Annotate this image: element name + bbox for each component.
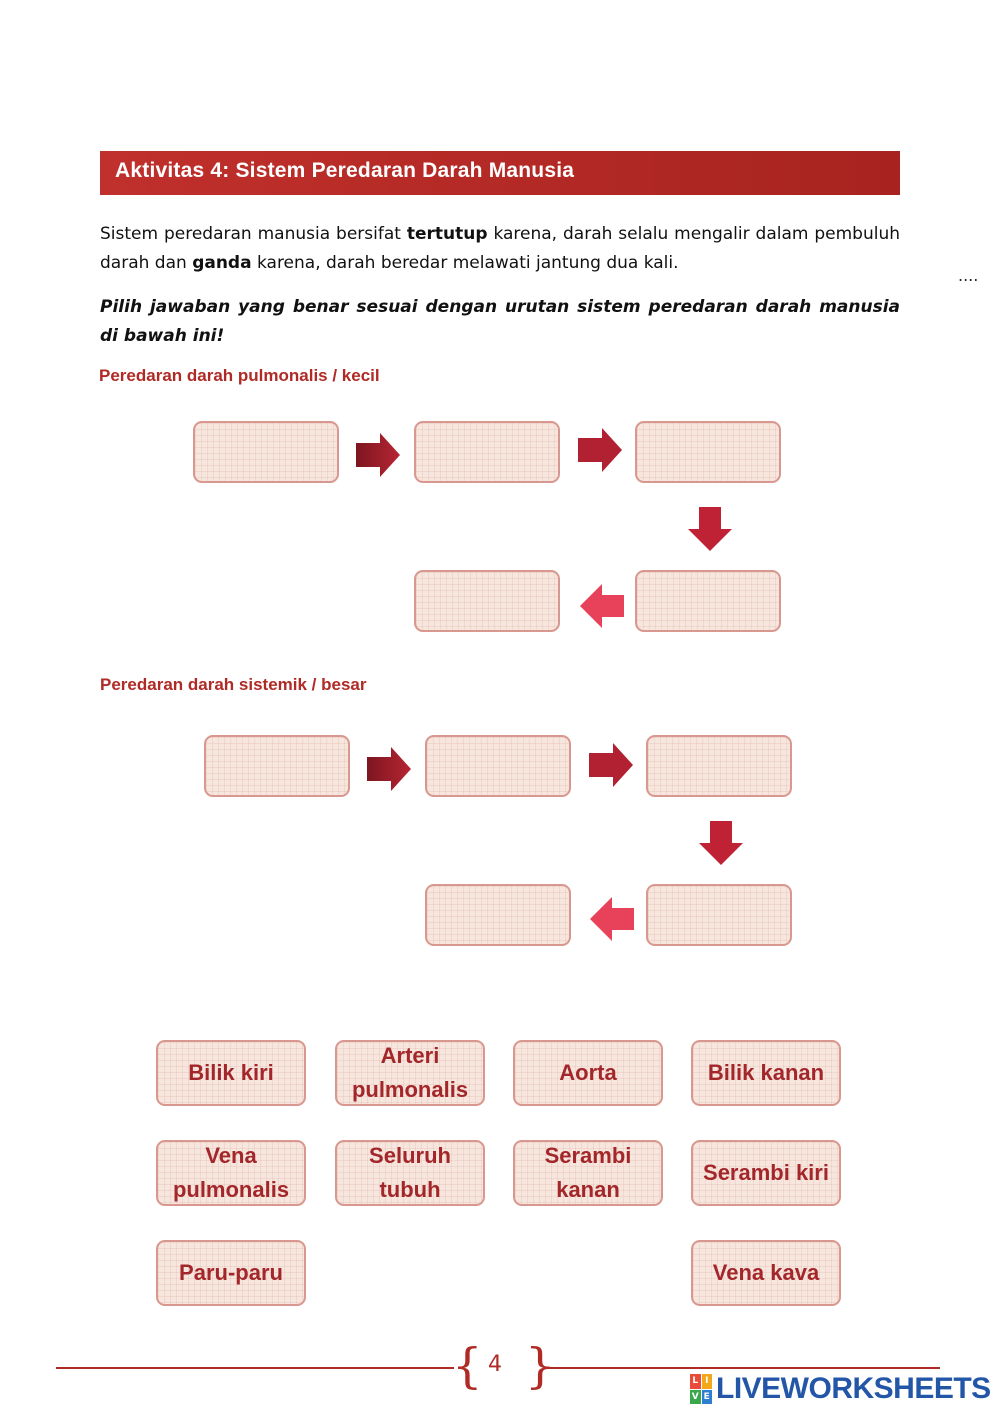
side-dots: .... <box>958 266 979 285</box>
right-arrow-icon <box>587 741 635 789</box>
choice-seluruh-tubuh[interactable]: Seluruh tubuh <box>335 1140 485 1206</box>
choice-bilik-kanan[interactable]: Bilik kanan <box>691 1040 841 1106</box>
footer-line-right <box>546 1367 940 1369</box>
systemic-slot-4[interactable] <box>646 884 792 946</box>
choice-vena-kava[interactable]: Vena kava <box>691 1240 841 1306</box>
pulmonary-slot-1[interactable] <box>193 421 339 483</box>
footer-brace-left: { <box>452 1338 483 1394</box>
right-arrow-icon <box>365 745 413 793</box>
systemic-slot-1[interactable] <box>204 735 350 797</box>
choice-paru-paru[interactable]: Paru-paru <box>156 1240 306 1306</box>
intro-bold-ganda: ganda <box>192 253 252 273</box>
left-arrow-icon <box>578 582 626 630</box>
systemic-slot-5[interactable] <box>425 884 571 946</box>
liveworksheets-logo[interactable] <box>690 1372 991 1406</box>
right-arrow-icon <box>576 426 624 474</box>
choice-aorta[interactable]: Aorta <box>513 1040 663 1106</box>
pulmonary-slot-2[interactable] <box>414 421 560 483</box>
pulmonary-slot-3[interactable] <box>635 421 781 483</box>
intro-text-2: karena, darah selalu mengalir dalam pembuluh darah dan <box>100 224 901 273</box>
down-arrow-icon <box>686 505 734 553</box>
pulmonary-section-label: Peredaran darah pulmonalis / kecil <box>99 366 380 385</box>
liveworksheets-logo-icon: L I V E <box>690 1374 712 1404</box>
choice-vena-pulmonalis[interactable]: Vena pulmonalis <box>156 1140 306 1206</box>
down-arrow-icon <box>697 819 745 867</box>
intro-bold-tertutup: tertutup <box>406 224 488 244</box>
systemic-slot-2[interactable] <box>425 735 571 797</box>
right-arrow-icon <box>354 431 402 479</box>
pulmonary-slot-4[interactable] <box>635 570 781 632</box>
footer-brace-right: } <box>525 1338 556 1394</box>
left-arrow-icon <box>588 895 636 943</box>
choice-serambi-kanan[interactable]: Serambi kanan <box>513 1140 663 1206</box>
activity-title: Aktivitas 4: Sistem Peredaran Darah Manusia <box>115 159 575 182</box>
systemic-section-label: Peredaran darah sistemik / besar <box>100 675 367 694</box>
systemic-slot-3[interactable] <box>646 735 792 797</box>
intro-text-3: karena, darah beredar melawati jantung dua kali. <box>251 253 679 273</box>
choice-bilik-kiri[interactable]: Bilik kiri <box>156 1040 306 1106</box>
intro-paragraph <box>100 220 900 278</box>
choice-serambi-kiri[interactable]: Serambi kiri <box>691 1140 841 1206</box>
liveworksheets-logo-text: LIVEWORKSHEETS <box>716 1372 991 1405</box>
intro-text-1: Sistem peredaran manusia bersifat <box>100 224 407 244</box>
page-number: 4 <box>488 1352 502 1377</box>
footer-line-left <box>56 1367 454 1369</box>
activity-header-bar <box>100 151 900 195</box>
pulmonary-slot-5[interactable] <box>414 570 560 632</box>
choice-arteri-pulmonalis[interactable]: Arteri pulmonalis <box>335 1040 485 1106</box>
instruction-text: Pilih jawaban yang benar sesuai dengan urutan sistem peredaran darah manusia di bawah ini! <box>100 297 900 346</box>
